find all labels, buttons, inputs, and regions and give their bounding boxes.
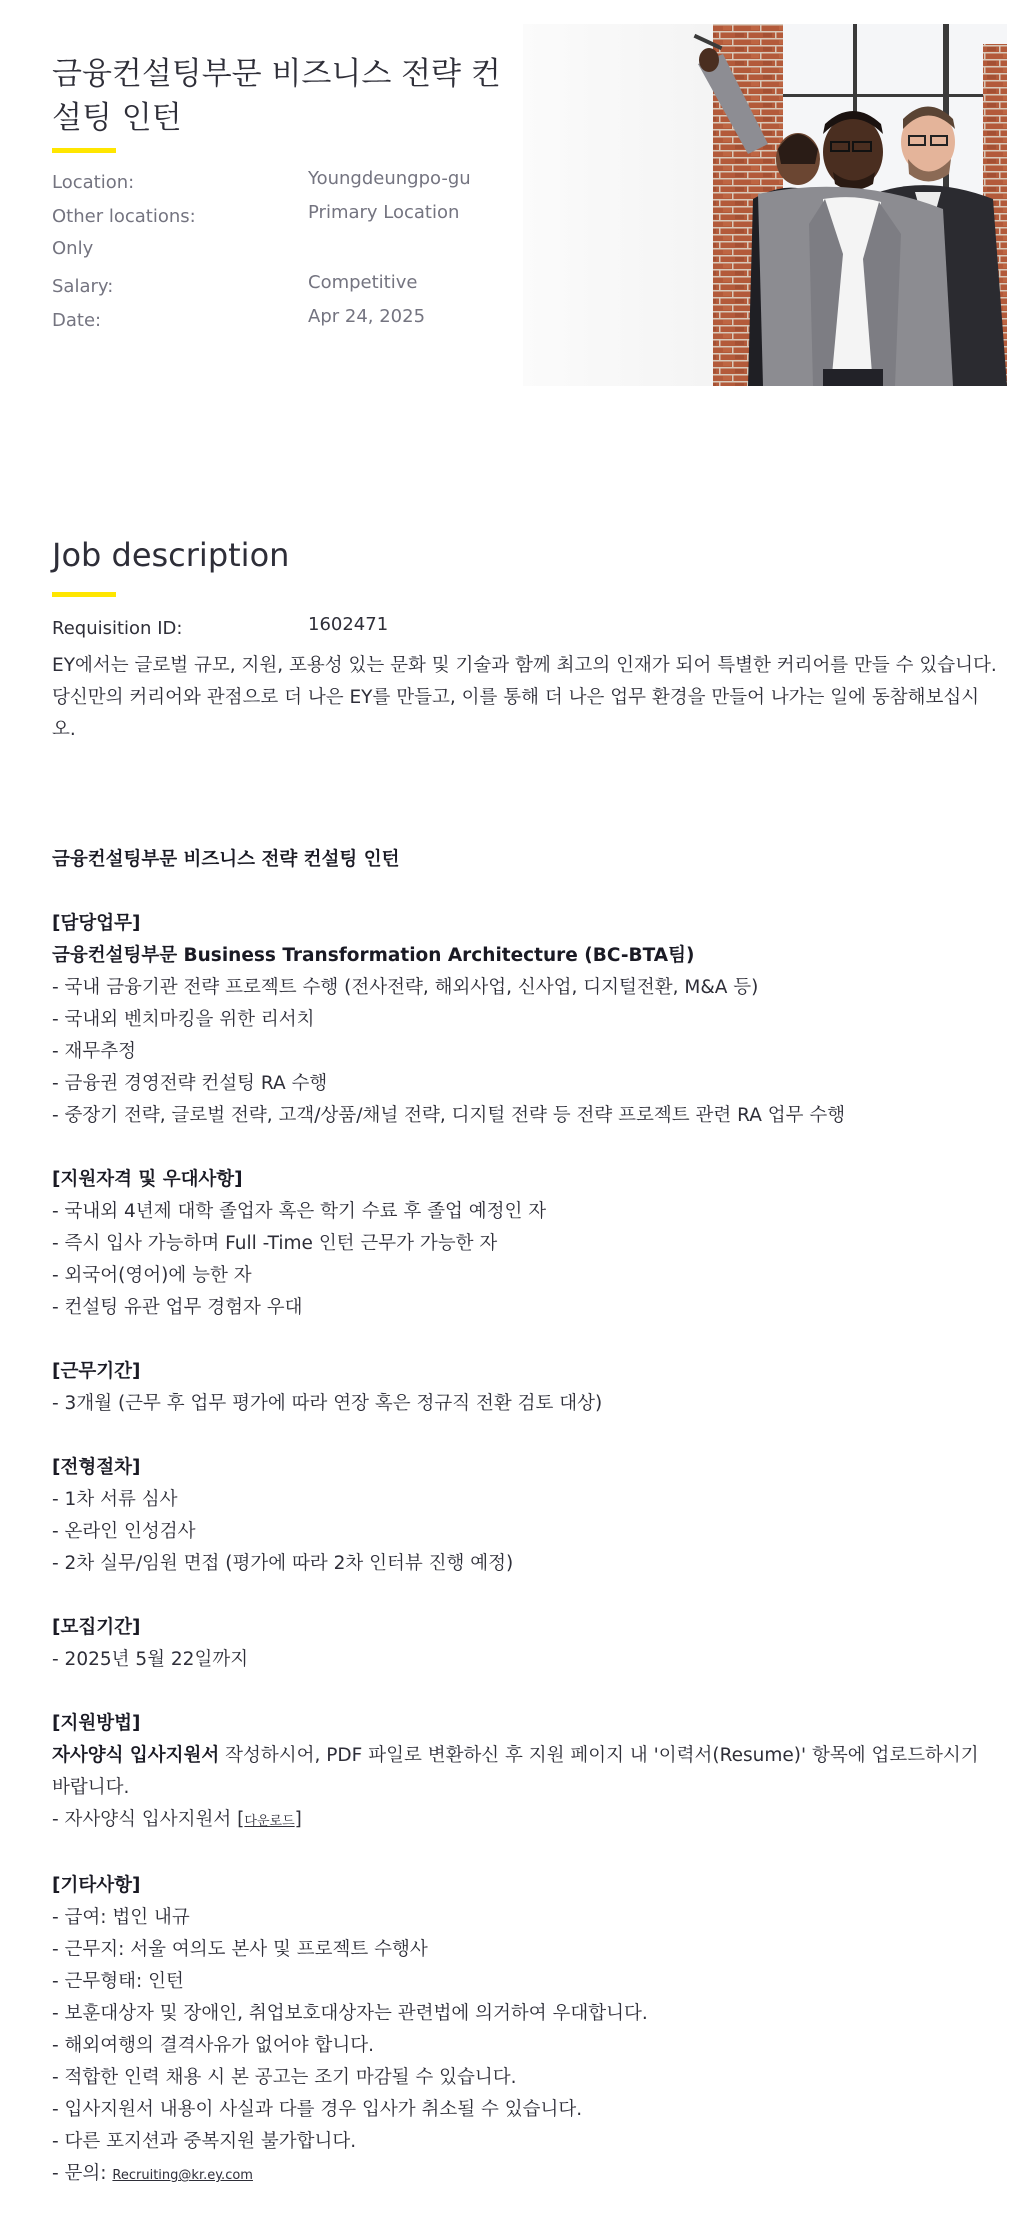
list-item: - 컨설팅 유관 업무 경험자 우대 <box>52 1297 303 1318</box>
salary-row <box>52 272 502 306</box>
list-item: - 급여: 법인 내규 <box>52 1907 190 1928</box>
period-heading: [근무기간] <box>52 1361 141 1382</box>
list-item: - 금융권 경영전략 컨설팅 RA 수행 <box>52 1073 328 1094</box>
how-to-apply-text <box>52 1740 1002 1804</box>
process-heading: [전형절차] <box>52 1457 141 1478</box>
location-label: Location: <box>52 172 135 193</box>
date-value: Apr 24, 2025 <box>308 306 426 327</box>
requisition-label: Requisition ID: <box>52 618 183 639</box>
location-row <box>52 168 502 202</box>
posting-title: 금융컨설팅부문 비즈니스 전략 컨설팅 인턴 <box>52 849 400 870</box>
list-item: - 국내외 4년제 대학 졸업자 혹은 학기 수료 후 졸업 예정인 자 <box>52 1201 547 1222</box>
other-locations-value-cont: Only <box>52 238 94 259</box>
job-description-heading: Job description <box>52 536 290 574</box>
contact-line <box>52 2158 1002 2192</box>
title-accent-bar <box>52 148 116 153</box>
salary-value: Competitive <box>308 272 418 293</box>
list-item: - 근무형태: 인턴 <box>52 1971 184 1992</box>
list-item: - 해외여행의 결격사유가 없어야 합니다. <box>52 2035 375 2056</box>
other-heading: [기타사항] <box>52 1875 141 1896</box>
how-to-apply-heading: [지원방법] <box>52 1713 141 1734</box>
list-item: - 근무지: 서울 여의도 본사 및 프로젝트 수행사 <box>52 1939 428 1960</box>
list-item: - 2025년 5월 22일까지 <box>52 1649 249 1670</box>
requisition-value: 1602471 <box>308 614 389 635</box>
apply-form-line <box>52 1804 1002 1838</box>
date-label: Date: <box>52 310 102 331</box>
list-item: - 1차 서류 심사 <box>52 1489 178 1510</box>
download-link[interactable]: 다운로드 <box>244 1814 295 1829</box>
duties-team: 금융컨설팅부문 Business Transformation Architecture (BC-BTA팀) <box>52 945 695 966</box>
other-locations-value: Primary Location <box>308 202 460 223</box>
qualifications-heading: [지원자격 및 우대사항] <box>52 1169 243 1190</box>
intro-paragraph-1: EY에서는 글로벌 규모, 지원, 포용성 있는 문화 및 기술과 함께 최고의 인재가 되어 특별한 커리어를 만들 수 있습니다. <box>52 655 997 676</box>
list-item: - 적합한 인력 채용 시 본 공고는 조기 마감될 수 있습니다. <box>52 2067 517 2088</box>
list-item: - 다른 포지션과 중복지원 불가합니다. <box>52 2131 357 2152</box>
job-header <box>0 0 1032 400</box>
apply-form-label: - 자사양식 입사지원서 <box>52 1809 238 1830</box>
list-item: - 국내 금융기관 전략 프로젝트 수행 (전사전략, 해외사업, 신사업, 디지털전환, M&A 등) <box>52 977 759 998</box>
other-locations-label: Other locations: <box>52 206 196 227</box>
list-item: - 2차 실무/임원 면접 (평가에 따라 2차 인터뷰 진행 예정) <box>52 1553 514 1574</box>
intro-paragraph-2: 당신만의 커리어와 관점으로 더 나은 EY를 만들고, 이를 통해 더 나은 업무 환경을 만들어 나가는 일에 동참해보십시오. <box>52 687 980 740</box>
other-locations-row <box>52 202 502 236</box>
list-item: - 중장기 전략, 글로벌 전략, 고객/상품/채널 전략, 디지털 전략 등 전략 프로젝트 관련 RA 업무 수행 <box>52 1105 846 1126</box>
contact-email-link[interactable]: Recruiting@kr.ey.com <box>112 2168 253 2183</box>
list-item: - 국내외 벤치마킹을 위한 리서치 <box>52 1009 315 1030</box>
bracket-close: ] <box>294 1809 302 1830</box>
list-item: - 재무추정 <box>52 1041 137 1062</box>
salary-label: Salary: <box>52 276 114 297</box>
jd-accent-bar <box>52 592 116 597</box>
list-item: - 외국어(영어)에 능한 자 <box>52 1265 252 1286</box>
list-item: - 입사지원서 내용이 사실과 다를 경우 입사가 취소될 수 있습니다. <box>52 2099 583 2120</box>
intro-text <box>52 650 1002 746</box>
recruit-period-heading: [모집기간] <box>52 1617 141 1638</box>
duties-heading: [담당업무] <box>52 913 141 934</box>
location-value: Youngdeungpo-gu <box>308 168 471 189</box>
apply-form-name: 자사양식 입사지원서 <box>52 1745 220 1766</box>
list-item: - 3개월 (근무 후 업무 평가에 따라 연장 혹은 정규직 전환 검토 대상) <box>52 1393 603 1414</box>
job-meta <box>52 168 502 340</box>
list-item: - 보훈대상자 및 장애인, 취업보호대상자는 관련법에 의거하여 우대합니다. <box>52 2003 648 2024</box>
bracket-open: [ <box>237 1809 245 1830</box>
apply-instructions: 작성하시어, PDF 파일로 변환하신 후 지원 페이지 내 '이력서(Resume)' 항목에 업로드하시기 바랍니다. <box>52 1745 979 1798</box>
posting-body <box>52 844 1002 2192</box>
contact-label: - 문의: <box>52 2163 113 2184</box>
header-photo <box>523 24 1007 386</box>
list-item: - 즉시 입사 가능하며 Full -Time 인턴 근무가 가능한 자 <box>52 1233 498 1254</box>
date-row <box>52 306 502 340</box>
job-title: 금융컨설팅부문 비즈니스 전략 컨설팅 인턴 <box>52 56 501 136</box>
list-item: - 온라인 인성검사 <box>52 1521 196 1542</box>
